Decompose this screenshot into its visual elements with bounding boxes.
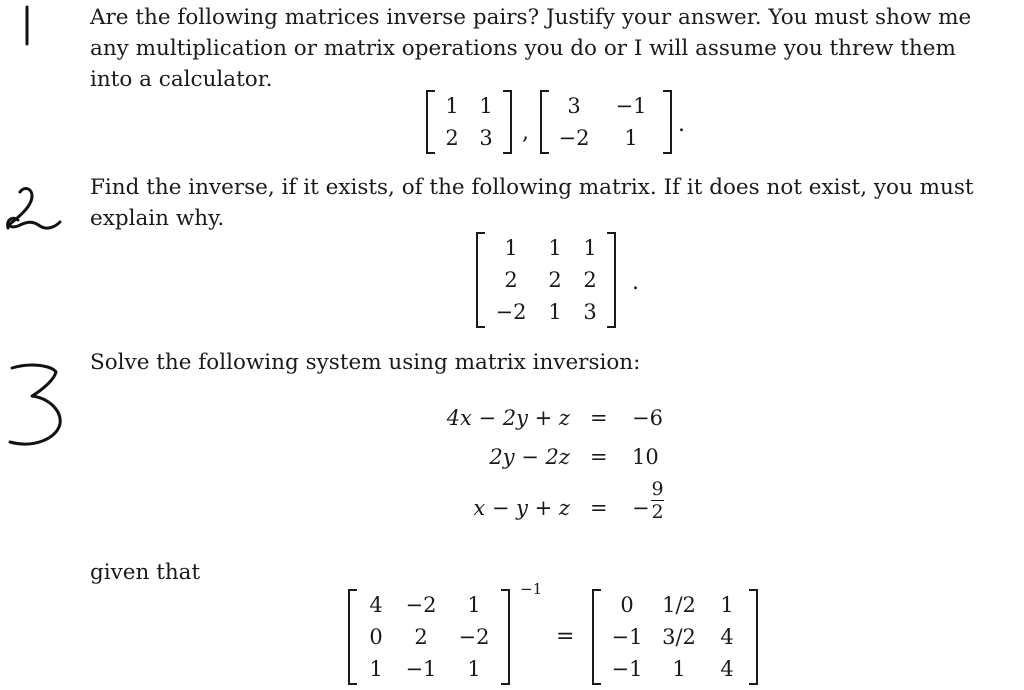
matrix-cell: 2 xyxy=(548,268,562,292)
problem-2-line-2: explain why. xyxy=(90,206,225,231)
matrix-cell: 2 xyxy=(414,625,428,649)
fraction-denominator: 2 xyxy=(651,501,664,523)
matrix-cell: 1 xyxy=(467,657,481,681)
handwritten-number-3 xyxy=(2,358,72,450)
matrix-cell: 1 xyxy=(548,300,562,324)
matrix-cell: 3 xyxy=(479,126,493,150)
inverse-exponent: −1 xyxy=(520,580,543,598)
matrix-cell: −2 xyxy=(458,625,490,649)
matrix-cell: 1/2 xyxy=(662,593,696,617)
handwritten-number-2 xyxy=(2,182,62,238)
matrix-cell: 1 xyxy=(479,94,493,118)
problem-2-matrix xyxy=(476,232,616,328)
equation-2-equals: = xyxy=(590,445,608,469)
matrix-cell: −1 xyxy=(611,625,643,649)
equation-1-lhs: 4x − 2y + z xyxy=(446,406,570,430)
problem-2-line-1: Find the inverse, if it exists, of the following matrix. If it does not exist, you must xyxy=(90,175,974,200)
problem-1-line-1: Are the following matrices inverse pairs? Justify your answer. You must show me xyxy=(90,5,972,30)
matrix-cell: 0 xyxy=(620,593,634,617)
matrix-cell: 1 xyxy=(720,593,734,617)
inverse-matrix xyxy=(592,589,758,685)
matrix-cell: −2 xyxy=(495,300,527,324)
matrix-cell: 2 xyxy=(504,268,518,292)
matrix-cell: −1 xyxy=(405,657,437,681)
matrix-cell: −1 xyxy=(615,94,647,118)
given-that-text xyxy=(90,557,1016,588)
matrix-cell: 1 xyxy=(467,593,481,617)
matrix-cell: 3/2 xyxy=(662,625,696,649)
problem-1-line-2: any multiplication or matrix operations you do or I will assume you threw them xyxy=(90,36,956,61)
equation-3-rhs-sign: − xyxy=(632,496,650,520)
matrix-cell: 1 xyxy=(548,236,562,260)
problem-2-end-period: . xyxy=(632,270,639,295)
given-matrix xyxy=(348,589,510,685)
equation-1-rhs: −6 xyxy=(632,406,663,430)
equation-3-lhs: x − y + z xyxy=(473,496,570,520)
equation-3-equals: = xyxy=(590,496,608,520)
equation-2-lhs: 2y − 2z xyxy=(489,445,570,469)
equation-2-rhs: 10 xyxy=(632,445,659,469)
matrix-cell: 1 xyxy=(672,657,686,681)
problem-1-end-period: . xyxy=(678,112,685,137)
problem-3-text xyxy=(90,347,1016,378)
problem-1-matrix-a xyxy=(426,90,512,154)
matrix-cell: 2 xyxy=(445,126,459,150)
problem-1-text xyxy=(90,2,1016,95)
matrix-cell: 2 xyxy=(583,268,597,292)
matrix-cell: −1 xyxy=(611,657,643,681)
matrix-cell: 3 xyxy=(567,94,581,118)
matrix-cell: −2 xyxy=(558,126,590,150)
problem-1-line-3: into a calculator. xyxy=(90,67,273,92)
handwritten-number-1 xyxy=(10,4,40,48)
matrix-cell: 0 xyxy=(369,625,383,649)
fraction-numerator: 9 xyxy=(651,478,664,500)
matrix-cell: 1 xyxy=(445,94,459,118)
matrix-cell: 1 xyxy=(583,236,597,260)
matrix-cell: 1 xyxy=(624,126,638,150)
matrix-cell: −2 xyxy=(405,593,437,617)
matrix-cell: 4 xyxy=(720,625,734,649)
problem-1-separator: , xyxy=(522,120,529,145)
matrix-cell: 1 xyxy=(504,236,518,260)
problem-2-text xyxy=(90,172,1016,234)
problem-3-line-1: Solve the following system using matrix inversion: xyxy=(90,350,641,375)
equation-1-equals: = xyxy=(590,406,608,430)
matrix-cell: 4 xyxy=(369,593,383,617)
matrix-cell: 3 xyxy=(583,300,597,324)
matrix-cell: 1 xyxy=(369,657,383,681)
matrix-equals-sign: = xyxy=(556,624,575,649)
given-that-label: given that xyxy=(90,560,201,585)
equation-3-rhs-fraction xyxy=(651,478,664,523)
problem-1-matrix-b xyxy=(540,90,672,154)
matrix-cell: 4 xyxy=(720,657,734,681)
